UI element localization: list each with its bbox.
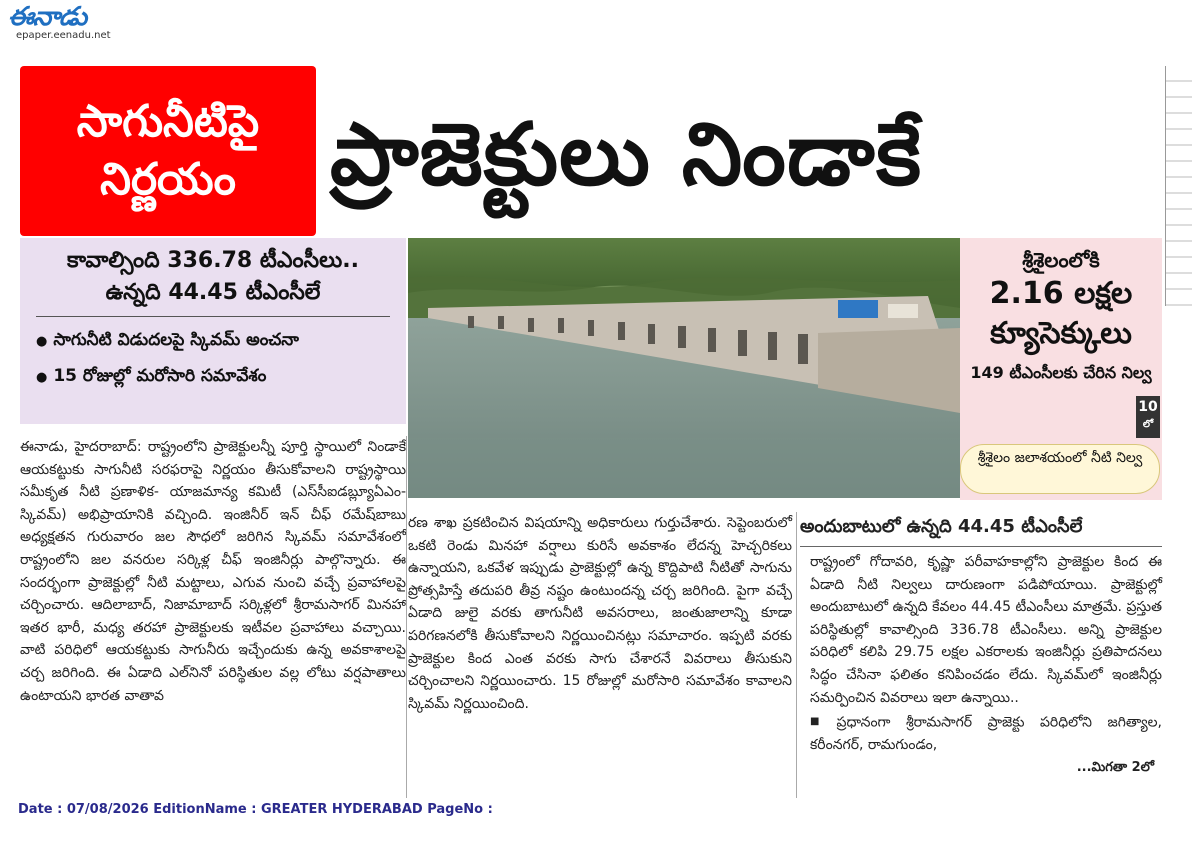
deck-bullet: ● 15 రోజుల్లో మరోసారి సమావేశం	[20, 359, 406, 395]
deck-bullet: ● సాగునీటి విడుదలపై స్కివమ్ అంచనా	[20, 323, 406, 359]
decorative-rule	[1165, 66, 1192, 306]
sidebox-big-line-2: క్యూసెక్కులు	[990, 316, 1132, 351]
page-ref-suffix: లో	[1142, 419, 1154, 430]
sidebox-big-line-1: 2.16 లక్షల	[989, 276, 1133, 311]
sidebox-title: శ్రీశైలంలోకి	[1022, 248, 1100, 272]
photo-caption: శ్రీశైలం జలాశయంలో నీటి నిల్వ	[960, 444, 1160, 494]
continued-link[interactable]: ...మిగతా 2లో	[1076, 759, 1154, 775]
page-ref-number: 10	[1138, 399, 1158, 415]
kicker-box	[20, 66, 316, 236]
footer-edition-info: Date : 07/08/2026 EditionName : GREATER HYDERABAD PageNo :	[18, 802, 493, 817]
article-column-1: ఈనాడు, హైదరాబాద్: రాష్ట్రంలోని ప్రాజెక్టులన్నీ పూర్తి స్థాయిలో నిండాకే ఆయకట్టుకు సాగునీటి సరఫరాపై నిర్ణయం తీసుకోవాలని రాష్ట్రస్థాయి సమీకృత నీటి ప్రణాళిక- యాజమాన్య కమిటీ (ఎస్‌సీఐడబ్ల్యూఏఎం-స్కివమ్) అభిప్రాయానికి వచ్చింది. ఇంజినీర్ ఇన్ చీఫ్ రమేష్‌బాబు అధ్యక్షతన గురువారం జల సౌధలో జరిగిన స్కివమ్ సమావేశంలో రాష్ట్రంలోని జల వనరుల సర్కిళ్ల చీఫ్ ఇంజినీర్లు పాల్గొన్నారు. ఈ సందర్భంగా ప్రాజెక్టుల్లో నీటి మట్టాలు, ఎగువ నుంచి వచ్చే ప్రవాహాలపై చర్చించారు. ఆదిలాబాద్, నిజామాబాద్ సర్కిళ్లలో శ్రీరామసాగర్ మినహా ఇతర భారీ, మధ్య తరహా ప్రాజెక్టులకు ఇటీవల ప్రవాహాలు వచ్చాయి. వాటి పరిధిలో ఆయకట్టుకు సాగునీరు ఇచ్చేందుకు ఉన్న అవకాశాలపై చర్చ జరిగింది. ఈ ఏడాది ఎల్‌నినో పరిస్థితుల వల్ల లోటు వర్షపాతాలు ఉంటాయని భారత వాతావ	[20, 439, 406, 704]
deck-box	[20, 238, 406, 424]
article-column-2: రణ శాఖ ప్రకటించిన విషయాన్ని అధికారులు గుర్తుచేశారు. సెప్టెంబరులో ఒకటి రెండు మినహా వర్షాలు కురిసే అవకాశం లేదన్న హెచ్చరికలు ఉన్నాయని, ఒకవేళ ఇప్పుడు ప్రాజెక్టుల్లో ఉన్న కొద్దిపాటి నీటితో సాగును ప్రోత్సహిస్తే తదుపరి తీవ్ర నష్టం ఉంటుందన్న చర్చ జరిగింది. పైగా వచ్చే ఏడాది జులై వరకు తాగునీటి అవసరాలు, జంతుజాలాన్ని కూడా పరిగణనలోకి తీసుకోవాలని నిర్ణయించినట్లు సమాచారం. ఇప్పటి వరకు ప్రాజెక్టుల కింద ఎంత వరకు సాగు చేశారనే వివరాలు తీసుకుని చర్చించాలని నిర్ణయించారు. 15 రోజుల్లో మరోసారి సమావేశం కావాలని స్కివమ్ నిర్ణయించింది.	[408, 515, 792, 712]
deck-divider	[36, 316, 390, 317]
logo-url: epaper.eenadu.net	[16, 30, 111, 41]
kicker-text: సాగునీటిపై నిర్ణయం	[76, 96, 260, 205]
article-column-3	[800, 512, 1162, 779]
article-column-3-body: రాష్ట్రంలో గోదావరి, కృష్ణా పరీవాహకాల్లోని ప్రాజెక్టుల కింద ఈ ఏడాది నీటి నిల్వలు దారుణంగా పడిపోయాయి. ప్రాజెక్టుల్లో అందుబాటులో ఉన్నది కేవలం 44.45 టీఎంసీలు మాత్రమే. ప్రస్తుత పరిస్థితుల్లో కావాల్సింది 336.78 టీఎంసీలు. అన్ని ప్రాజెక్టుల పరిధిలో కలిపి 29.75 లక్షల ఎకరాలకు ఇంజినీర్లు ప్రతిపాదనలు సిద్ధం చేసినా ఫలితం కనిపించడం లేదు. స్కివమ్‌లో ఇంజినీర్లు సమర్పించిన వివరాలు ఇలా ఉన్నాయి..	[810, 554, 1162, 706]
column-divider	[406, 436, 407, 798]
article-column-3-bullet: ■ ప్రధానంగా శ్రీరామసాగర్ ప్రాజెక్టు పరిధిలోని జగిత్యాల, కరీంనగర్, రామగుండం,	[800, 711, 1162, 756]
dam-photo	[408, 238, 960, 498]
eenadu-logo[interactable]	[8, 4, 138, 42]
page-reference-tag	[1136, 396, 1160, 438]
dam-illustration	[408, 238, 960, 498]
subheading: అందుబాటులో ఉన్నది 44.45 టీఎంసీలే	[800, 512, 1162, 547]
deck-line-1: కావాల్సింది 336.78 టీఎంసీలు..	[66, 248, 360, 273]
sidebox-bullet: 149 టీఎంసీలకు చేరిన నిల్వ	[970, 363, 1152, 382]
column-divider	[796, 512, 797, 798]
logo-wordmark: ఈనాడు	[8, 2, 87, 32]
headline: ప్రాజెక్టులు నిండాకే	[330, 105, 923, 205]
deck-line-2: ఉన్నది 44.45 టీఎంసీలే	[105, 280, 321, 305]
